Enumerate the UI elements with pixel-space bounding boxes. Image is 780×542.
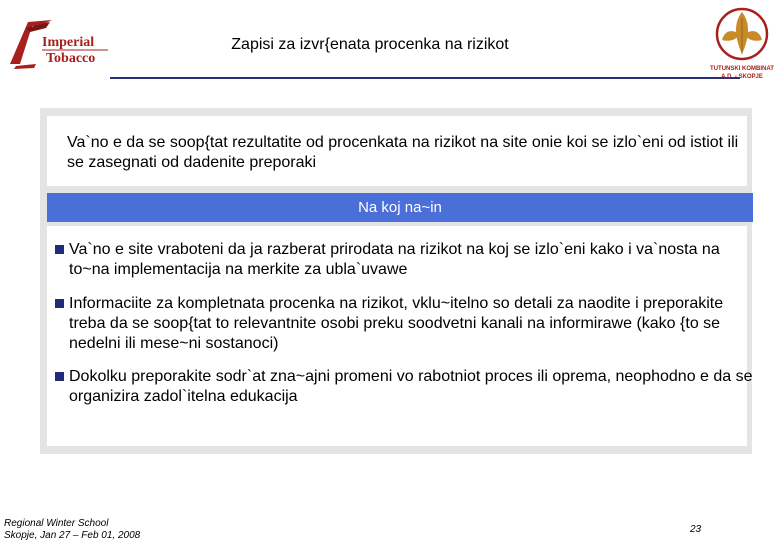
imperial-tobacco-emblem-icon: [6, 14, 116, 70]
logo-line1: Imperial: [42, 35, 95, 50]
list-item: [55, 240, 755, 280]
bullet-square-icon: [55, 372, 64, 381]
bullet-square-icon: [55, 245, 64, 254]
right-logo-line1: TUTUNSKI KOMBINAT: [710, 66, 774, 72]
list-item: [55, 294, 755, 354]
intro-text: Va`no e da se soop{tat rezultatite od procenkata na rizikot na site onie koi se izlo`eni od istiot ili se zasegnati od dadenite preporaki: [67, 134, 739, 171]
page-number: 23: [690, 524, 702, 535]
bullet-text: Dokolku preporakite sodr`at zna~ajni promeni vo rabotniot proces ili oprema, neophodno e da se organizira zadol`itelna edukacija: [69, 368, 753, 405]
bullet-text: Va`no e site vraboteni da ja razberat prirodata na rizikot na koj se izlo`eni kako i va`nosta na to~na implementacija na merkite za ubla`uvawe: [69, 241, 720, 278]
bullet-square-icon: [55, 299, 64, 308]
imperial-tobacco-logo: [6, 14, 116, 70]
header-divider: [110, 77, 740, 79]
footer-line2: Skopje, Jan 27 – Feb 01, 2008: [4, 530, 141, 541]
footer-line1: Regional Winter School: [4, 518, 109, 529]
bullet-text: Informaciite za kompletnata procenka na rizikot, vklu~itelno so detali za naodite i preporakite treba da se soop{tat to relevantnite osobi preku soodvetni kanali na informirawe (kako {to se nedelni ili mese~ni sostanoci): [69, 295, 724, 352]
logo-line2: Tobacco: [46, 51, 96, 66]
right-logo-line2: A.D. - SKOPJE: [721, 74, 763, 80]
footer: [4, 518, 140, 542]
tutunski-kombinat-logo: [706, 4, 778, 82]
page-title: Zapisi za izvr{enata procenka na rizikot: [231, 36, 509, 53]
section-heading-bar: Na koj na~in: [47, 193, 753, 222]
list-item: [55, 367, 755, 407]
tobacco-leaf-emblem-icon: [706, 4, 778, 82]
